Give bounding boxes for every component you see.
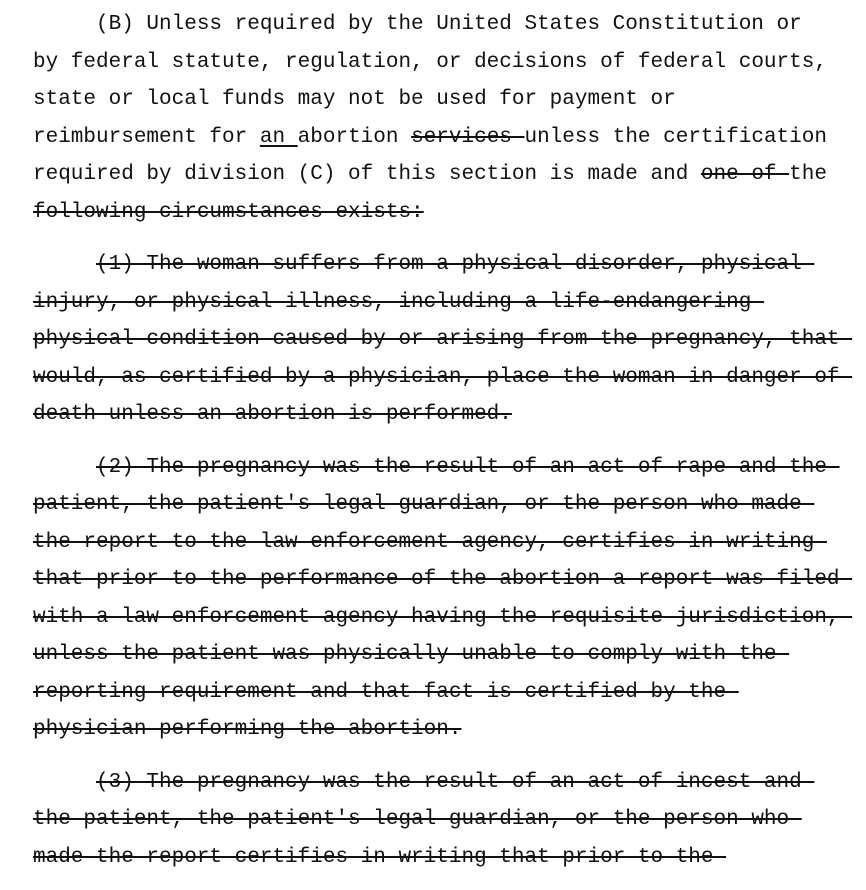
text-line (33, 321, 852, 359)
text-line (33, 6, 852, 44)
deleted-text: one of (700, 163, 790, 186)
deleted-text: (2) The pregnancy was the result of an act of rape and the (96, 455, 840, 479)
deleted-text: (3) The pregnancy was the result of an act of incest and (96, 770, 815, 794)
amendment-text (33, 6, 852, 876)
text-segment: the (789, 163, 827, 186)
deleted-text: reporting requirement and that fact is certified by the (33, 680, 739, 704)
text-line (33, 711, 852, 749)
text-line (33, 119, 852, 157)
text-segment: by federal statute, regulation, or decisions of federal courts, (33, 50, 827, 74)
paragraph-item-3 (33, 764, 852, 877)
text-line (33, 764, 852, 802)
deleted-text: (1) The woman suffers from a physical disorder, physical (96, 253, 815, 276)
text-line (33, 246, 852, 284)
text-line (33, 599, 852, 637)
text-line (33, 156, 852, 194)
deleted-text: would, as certified by a physician, place the woman in danger of (33, 365, 853, 389)
text-segment: required by division (C) of this section is made and (33, 163, 701, 186)
deleted-text: physical condition caused by or arising from the pregnancy, that (33, 328, 853, 351)
deleted-text: unless the patient was physically unable to comply with the (33, 643, 790, 666)
text-line (33, 674, 852, 712)
deleted-text: that prior to the performance of the abortion a report was filed (33, 568, 853, 591)
text-line (33, 486, 852, 524)
text-segment: unless the certification (524, 125, 827, 149)
text-line (33, 524, 852, 562)
text-line (33, 839, 852, 877)
deleted-text: the patient, the patient's legal guardian, or the person who (33, 808, 802, 831)
text-line (33, 636, 852, 674)
text-line (33, 449, 852, 487)
deleted-text: patient, the patient's legal guardian, or the person who made (33, 493, 815, 516)
deleted-text: physician performing the abortion. (33, 718, 462, 741)
text-line (33, 396, 852, 434)
inserted-text: an (259, 125, 298, 149)
text-segment: abortion (297, 125, 412, 149)
deleted-text: made the report certifies in writing that prior to the (33, 845, 727, 869)
deleted-text: the report to the law enforcement agency, certifies in writing (33, 530, 827, 554)
text-line (33, 801, 852, 839)
paragraph-division-B (33, 6, 852, 231)
text-segment: state or local funds may not be used for payment or (33, 88, 676, 111)
paragraph-item-2 (33, 449, 852, 749)
text-segment: (B) Unless required by the United States Constitution or (96, 13, 802, 36)
deleted-text: following circumstances exists: (33, 200, 424, 224)
deleted-text: services (411, 125, 525, 149)
text-line (33, 81, 852, 119)
text-line (33, 561, 852, 599)
paragraph-item-1 (33, 246, 852, 434)
deleted-text: injury, or physical illness, including a life-endangering (33, 290, 764, 314)
text-line (33, 44, 852, 82)
deleted-text: with a law enforcement agency having the requisite jurisdiction, (33, 605, 853, 629)
text-line (33, 359, 852, 397)
deleted-text: death unless an abortion is performed. (33, 403, 512, 426)
text-line (33, 194, 852, 232)
text-line (33, 284, 852, 322)
text-segment: reimbursement for (33, 125, 260, 149)
